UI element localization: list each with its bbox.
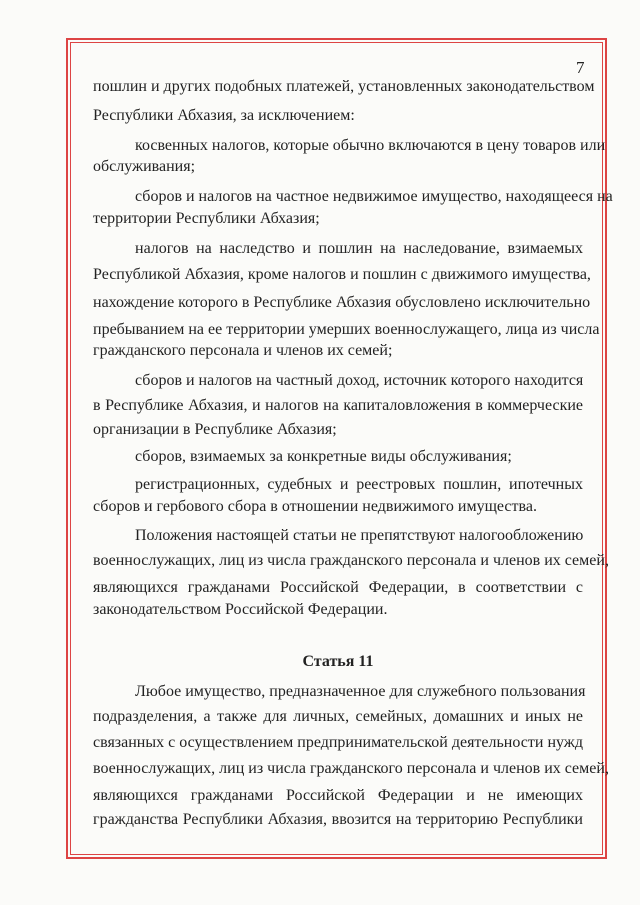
text-line: гражданства Республики Абхазия, ввозится на территорию Республики <box>93 811 583 828</box>
text-line: связанных с осуществлением предпринимательской деятельности нужд <box>93 734 583 751</box>
text-line: нахождение которого в Республике Абхазия обусловлено исключительно <box>93 294 591 311</box>
text-line: являющихся гражданами Российской Федерации, в соответствии с <box>93 579 583 596</box>
text-line: являющихся гражданами Российской Федерации и не имеющих <box>93 787 583 804</box>
text-line: Любое имущество, предназначенное для служебного пользования <box>135 683 586 700</box>
text-line: сборов и налогов на частное недвижимое имущество, находящееся на <box>135 188 613 205</box>
text-line: Республикой Абхазия, кроме налогов и пошлин с движимого имущества, <box>93 266 591 283</box>
text-line: Положения настоящей статьи не препятствуют налогообложению <box>135 527 584 544</box>
page-number: 7 <box>576 58 585 77</box>
text-line: законодательством Российской Федерации. <box>93 601 388 618</box>
text-line: военнослужащих, лиц из числа гражданского персонала и членов их семей, <box>93 760 609 777</box>
text-line: в Республике Абхазия, и налогов на капиталовложения в коммерческие <box>93 397 583 414</box>
text-line: регистрационных, судебных и реестровых пошлин, ипотечных <box>135 476 583 493</box>
text-line: сборов, взимаемых за конкретные виды обслуживания; <box>135 448 512 465</box>
article-heading: Статья 11 <box>302 653 374 670</box>
text-line: пошлин и других подобных платежей, установленных законодательством <box>93 78 595 95</box>
text-line: организации в Республике Абхазия; <box>93 421 337 438</box>
text-line: территории Республики Абхазия; <box>93 210 320 227</box>
text-line: пребыванием на ее территории умерших военнослужащего, лица из числа <box>93 321 600 338</box>
text-line: обслуживания; <box>93 158 196 175</box>
text-line: косвенных налогов, которые обычно включаются в цену товаров или <box>135 137 606 154</box>
text-line: сборов и гербового сбора в отношении недвижимого имущества. <box>93 498 537 515</box>
text-line: Республики Абхазия, за исключением: <box>93 107 355 124</box>
text-line: военнослужащих, лиц из числа гражданского персонала и членов их семей, <box>93 552 609 569</box>
text-line: гражданского персонала и членов их семей; <box>93 342 393 359</box>
text-line: подразделения, а также для личных, семейных, домашних и иных не <box>93 708 583 725</box>
text-line: налогов на наследство и пошлин на наследование, взимаемых <box>135 240 583 257</box>
text-line: сборов и налогов на частный доход, источник которого находится <box>135 372 584 389</box>
